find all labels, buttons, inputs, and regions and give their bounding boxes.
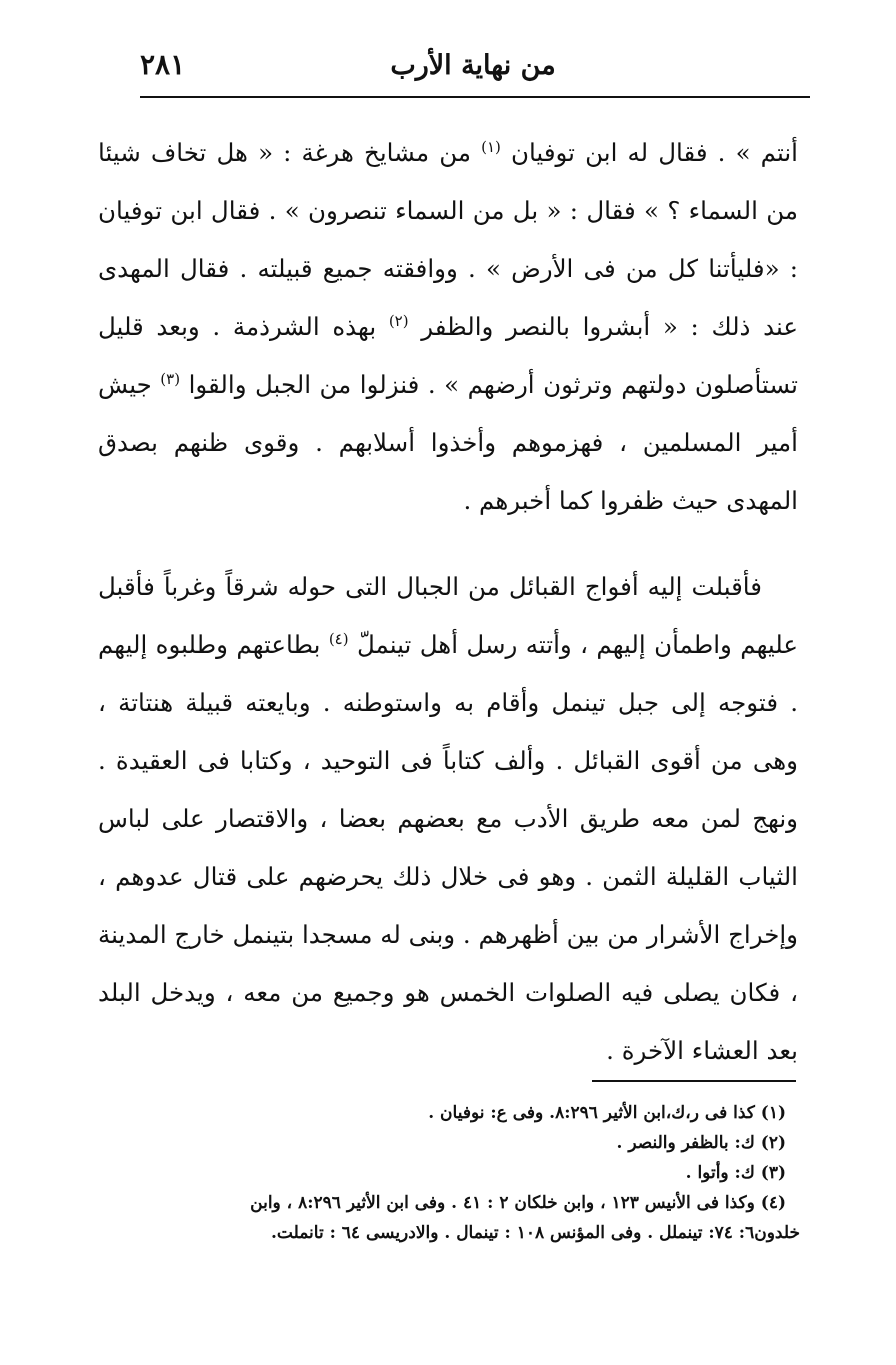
text-segment: بطاعتهم وطلبوه إليهم . فتوجه إلى جبل تينمل وأقام به واستوطنه . وبايعته قبيلة هنتاتة ، وهى من أقوى القبائل . وألف كتاباً فى التوحيد ، وكتابا فى العقيدة . ونهج لمن معه طريق الأدب مع بعضهم بعضا ، والاقتصار على لباس الثياب القليلة الثمن . وهو فى خلال ذلك يحرضهم على قتال عدوهم ، وإخراج الأشرار من بين أظهرهم . وبنى له مسجدا بتينمل خارج المدينة ، فكان يصلى فيه الصلوات الخمس هو وجميع من معه ، ويدخل البلد بعد العشاء الآخرة .	[98, 630, 798, 1065]
page-number: ٢٨١	[140, 48, 186, 81]
header-rule	[140, 96, 810, 98]
text-segment: فأقبلت إليه أفواج القبائل من الجبال التى حوله شرقاً وغرباً فأقبل عليهم واطمأن إليهم ، وأتته رسل أهل تينملّ	[98, 572, 798, 659]
footnote-4: (٤) وكذا فى الأنيس ١٢٣ ، وابن خلكان ٢ : ٤١ . وفى ابن الأثير ٨:٢٩٦ ، وابن	[250, 1193, 786, 1213]
footnote-ref-2: (٢)	[388, 311, 409, 330]
footnote-ref-3: (٣)	[160, 369, 181, 388]
paragraph-2	[98, 558, 798, 1080]
footnote-ref-4: (٤)	[328, 629, 349, 648]
footnotes	[140, 1098, 800, 1248]
footnote-1: (١) كذا فى ر،ك،ابن الأثير ٨:٢٩٦. وفى ع: نوفيان .	[428, 1103, 786, 1123]
footnote-2: (٢) ك: بالظفر والنصر .	[616, 1133, 786, 1153]
running-title: من نهاية الأرب	[390, 50, 556, 81]
paragraph-1	[98, 124, 798, 530]
text-segment: أنتم » . فقال له ابن توفيان	[510, 138, 798, 167]
footnote-rule	[592, 1080, 796, 1082]
text-segment: من مشايخ هرغة : « هل تخاف شيئا من السماء ؟ » فقال : « بل من السماء تنصرون » . فقال ابن توفيان : «فليأتنا كل من فى الأرض » . ووافقته جميع قبيلته . فقال المهدى عند ذلك : « أبشروا بالنصر والظفر	[98, 138, 798, 341]
main-text	[98, 124, 798, 1080]
text-segment: بهذه الشرذمة . وبعد قليل تستأصلون دولتهم وترثون أرضهم » . فنزلوا من الجبل والقوا	[98, 312, 798, 399]
page-header	[140, 48, 806, 88]
footnote-4-continued: خلدون٦: ٧٤: تينملل . وفى المؤنس ١٠٨ : تينمال . والادريسى ٦٤ : تانملت.	[270, 1223, 800, 1243]
footnote-ref-1: (١)	[481, 137, 501, 156]
text-segment: جيش أمير المسلمين ، فهزموهم وأخذوا أسلابهم . وقوى ظنهم بصدق المهدى حيث ظفروا كما أخبرهم .	[98, 370, 798, 515]
footnote-3: (٣) ك: وأتوا .	[685, 1163, 786, 1183]
